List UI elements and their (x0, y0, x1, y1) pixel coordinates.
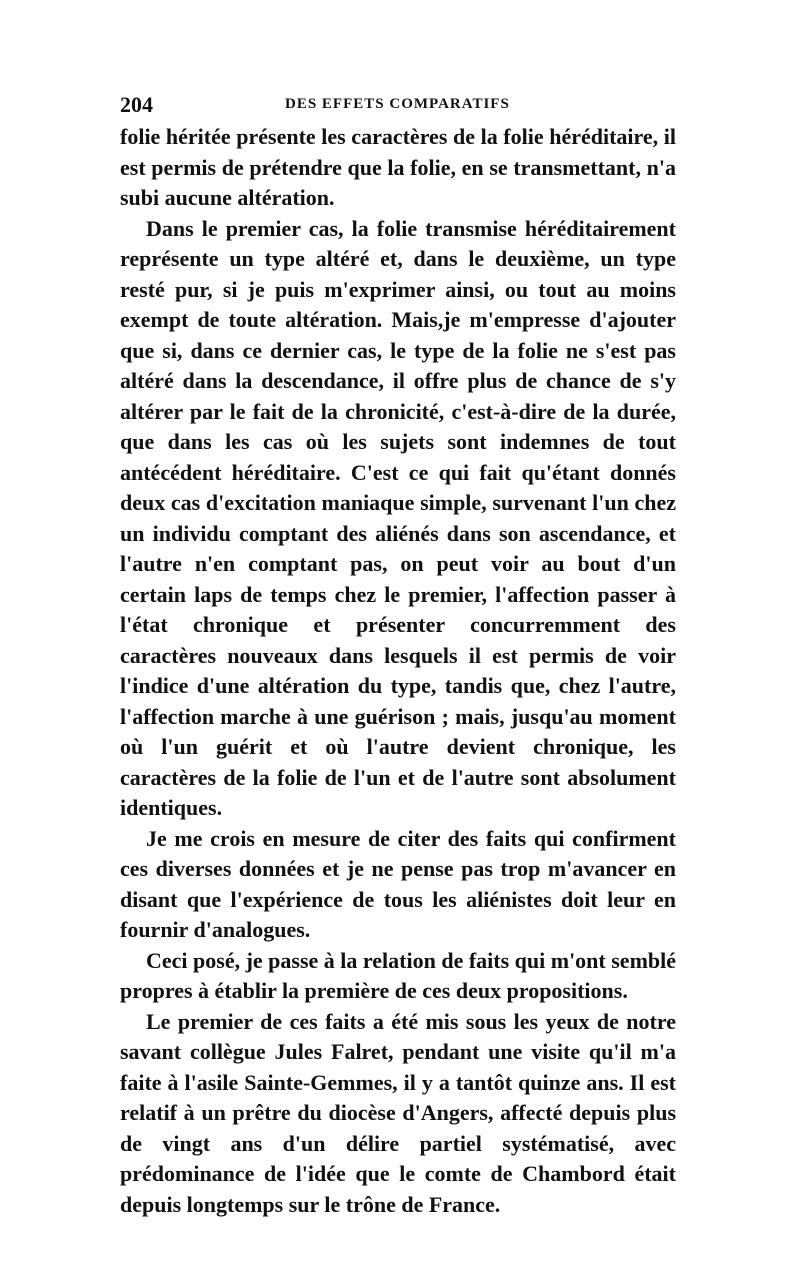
paragraph: Dans le premier cas, la folie transmise héréditairement représente un type altéré et, dans le deuxième, un type resté pur, si je puis m'exprimer ainsi, ou tout au moins exempt de toute altération. Mais,je m'empresse d'ajouter que si, dans ce dernier cas, le type de la folie ne s'est pas altéré dans la descendance, il offre plus de chance de s'y altérer par le fait de la chronicité, c'est-à-dire de la durée, que dans les cas où les sujets sont indemnes de tout antécédent héréditaire. C'est ce qui fait qu'étant donnés deux cas d'excitation maniaque simple, survenant l'un chez un individu comptant des aliénés dans son ascendance, et l'autre n'en comptant pas, on peut voir au bout d'un certain laps de temps chez le premier, l'affection passer à l'état chronique et présenter concurremment des caractères nouveaux dans lesquels il est permis de voir l'indice d'une altération du type, tandis que, chez l'autre, l'affection marche à une guérison ; mais, jusqu'au moment où l'un guérit et où l'autre devient chronique, les caractères de la folie de l'un et de l'autre sont absolument identiques. (120, 215, 676, 820)
paragraph: Je me crois en mesure de citer des faits qui confirment ces diverses données et je ne pense pas trop m'avancer en disant que l'expérience de tous les aliénistes doit leur en fournir d'analogues. (120, 825, 676, 942)
running-title: DES EFFETS COMPARATIFS (285, 96, 510, 112)
paragraph: Ceci posé, je passe à la relation de faits qui m'ont semblé propres à établir la première de ces deux propositions. (120, 947, 677, 1003)
body-text (120, 122, 676, 1220)
running-head (120, 92, 680, 118)
page-number: 204 (120, 92, 153, 117)
paragraph-continuation: folie héritée présente les caractères de la folie héréditaire, il est permis de prétendre que la folie, en se transmettant, n'a subi aucune altération. (120, 124, 676, 210)
paragraph: Le premier de ces faits a été mis sous les yeux de notre savant collègue Jules Falret, pendant une visite qu'il m'a faite à l'asile Sainte-Gemmes, il y a tantôt quinze ans. Il est relatif à un prêtre du diocèse d'Angers, affecté depuis plus de vingt ans d'un délire partiel systématisé, avec prédominance de l'idée que le comte de Chambord était depuis longtemps sur le trône de France. (120, 1008, 676, 1217)
